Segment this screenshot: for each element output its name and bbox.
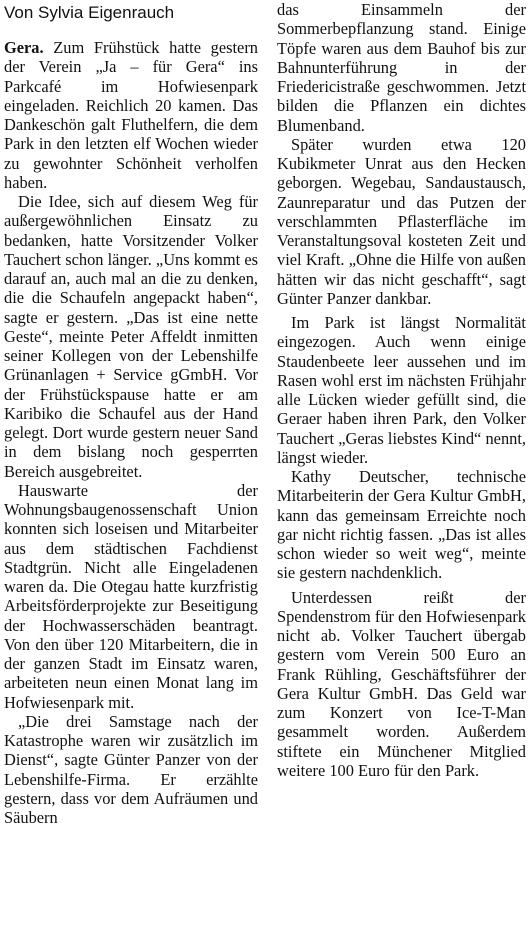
article-paragraph: Unterdessen reißt der Spendenstrom für den Hofwiesenpark nicht ab. Volker Tauchert übergab gestern vom Verein 500 Euro an Frank Rühling, Geschäftsführer der Gera Kultur GmbH. Das Geld war zum Konzert von Ice-T-Man gesammelt worden. Außerdem stiftete ein Münchener Mitglied weitere 100 Euro für den Park. xyxy=(277,587,526,780)
article-paragraph: Später wurden etwa 120 Kubikmeter Unrat aus den Hecken geborgen. Wegebau, Sandaustausch, Zaunreparatur und das Putzen der verschlammten Pflasterfläche im Veranstaltungsoval kosteten Zeit und viel Kraft. „Ohne die Hilfe von außen hätten wir das nicht geschafft“, sagt Günter Panzer dankbar. xyxy=(277,134,526,308)
article-paragraph: „Die drei Samstage nach der Katastrophe waren wir zusätzlich im Dienst“, sagte Günter Panzer von der Lebenshilfe-Firma. Er erzählte gestern, dass vor dem Aufräumen und Säubern xyxy=(4,711,258,827)
article-column-2 xyxy=(277,0,526,780)
article-paragraph: Im Park ist längst Normalität eingezogen. Auch wenn einige Staudenbeete leer aussehen und im Rasen wohl erst im nächsten Frühjahr alle Lücken wieder gefüllt sind, die Geraer haben ihren Park, den Volker Tauchert „Geras liebstes Kind“ nennt, längst wieder. xyxy=(277,313,526,467)
article-paragraph: Hauswarte der Wohnungsbaugenossenschaft Union konnten sich loseisen und Mitarbeiter aus dem städtischen Fachdienst Stadtgrün. Nicht alle Eingeladenen waren da. Die Otegau hatte kurzfristig Arbeitsförderprojekte zur Beseitigung der Hochwasserschäden beantragt. Von den über 120 Mitarbeitern, die in der ganzen Stadt im Einsatz waren, arbeiteten neun einen Monat lang im Hofwiesenpark mit. xyxy=(4,480,258,712)
dateline: Gera. xyxy=(4,38,44,57)
article-column-1 xyxy=(4,38,258,827)
byline: Von Sylvia Eigenrauch xyxy=(4,3,175,22)
paragraph-text: Zum Frühstück hatte gestern der Verein „Ja – für Gera“ ins Parkcafé im Hofwiesenpark eingeladen. Reichlich 20 kamen. Das Dankeschön galt Fluthelfern, die dem Park in den letzten elf Wochen wieder zu gewohnter Schönheit verholfen haben. xyxy=(4,38,258,192)
article-paragraph: das Einsammeln der Sommerbepflanzung stand. Einige Töpfe waren aus dem Bauhof bis zur Bahnunterführung in der Friedericistraße geschwommen. Jetzt bilden die Pflanzen ein dichtes Blumenband. xyxy=(277,0,526,135)
article-paragraph: Kathy Deutscher, technische Mitarbeiterin der Gera Kultur GmbH, kann das gemeinsam Erreichte noch gar nicht richtig fassen. „Das ist alles schon wieder so weit weg“, meinte sie gestern nachdenklich. xyxy=(277,467,526,583)
article-paragraph xyxy=(4,38,258,192)
article-paragraph: Die Idee, sich auf diesem Weg für außergewöhnlichen Einsatz zu bedanken, hatte Vorsitzender Volker Tauchert schon länger. „Uns kommt es darauf an, auch mal an die zu denken, die die Schaufeln angepackt haben“, sagte er gestern. „Das ist eine nette Geste“, meinte Peter Affeldt inmitten seiner Kollegen von der Lebenshilfe Grünanlagen + Service gGmbH. Vor der Frühstückspause hatte er am Karibiko die Schaufel aus der Hand gelegt. Dort wurde gestern neuer Sand in dem bislang noch gesperrten Bereich ausgebreitet. xyxy=(4,192,258,481)
